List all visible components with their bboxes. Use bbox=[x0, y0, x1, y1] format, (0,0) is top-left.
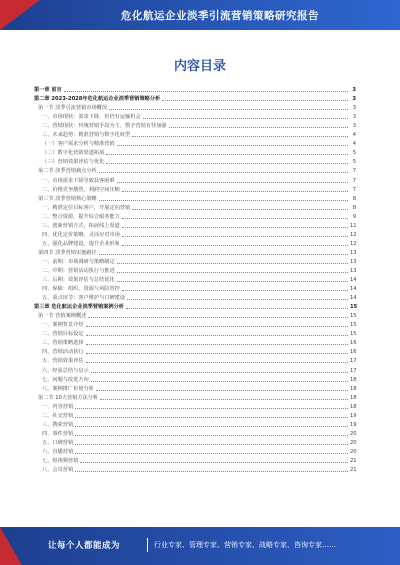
toc-entry[interactable] bbox=[34, 102, 356, 111]
toc-entry[interactable] bbox=[34, 328, 356, 337]
toc-entry[interactable] bbox=[34, 392, 356, 401]
toc-entry-page: 7 bbox=[352, 177, 356, 184]
toc-entry-page: 17 bbox=[350, 367, 357, 374]
toc-entry-label: 第一节 淡季引流营销市场概况 bbox=[38, 105, 108, 112]
toc-entry-page: 3 bbox=[352, 96, 356, 103]
toc-entry[interactable] bbox=[34, 301, 356, 310]
toc-entry-label: （三）营销效果评估与优化 bbox=[42, 159, 105, 166]
toc-entry-label: 一、案例背景介绍 bbox=[42, 322, 84, 329]
toc-leader-dots bbox=[91, 372, 348, 373]
toc-entry[interactable] bbox=[34, 383, 356, 392]
toc-leader-dots bbox=[86, 353, 348, 354]
toc-entry-label: 四、营销活动执行 bbox=[42, 349, 84, 356]
toc-entry[interactable] bbox=[34, 274, 356, 283]
toc-entry-page: 3 bbox=[352, 123, 356, 130]
toc-entry-page: 16 bbox=[350, 349, 357, 356]
toc-entry[interactable] bbox=[34, 355, 356, 364]
toc-leader-dots bbox=[109, 109, 348, 110]
toc-entry-page: 3 bbox=[352, 114, 356, 121]
toc-leader-dots bbox=[122, 245, 348, 246]
toc-entry[interactable] bbox=[34, 229, 356, 238]
toc-leader-dots bbox=[143, 118, 348, 119]
toc-entry-label: 五、营销效果评估 bbox=[42, 358, 84, 365]
toc-entry-label: 六、直播营销 bbox=[42, 448, 74, 455]
toc-leader-dots bbox=[75, 453, 348, 454]
toc-entry-label: 第三章 危化航运企业淡季营销案例分析 bbox=[34, 304, 124, 311]
toc-entry[interactable] bbox=[34, 283, 356, 292]
toc-entry[interactable] bbox=[34, 147, 356, 156]
toc-entry-page: 3 bbox=[352, 105, 356, 112]
toc-entry-label: 一、内容营销 bbox=[42, 403, 74, 410]
toc-leader-dots bbox=[132, 136, 348, 137]
toc-entry[interactable] bbox=[34, 174, 356, 183]
toc-entry[interactable] bbox=[34, 111, 356, 120]
toc-leader-dots bbox=[75, 435, 348, 436]
toc-entry-label: 六、经验总结与启示 bbox=[42, 367, 89, 374]
toc-entry[interactable] bbox=[34, 410, 356, 419]
toc-leader-dots bbox=[122, 290, 348, 291]
toc-leader-dots bbox=[117, 182, 348, 183]
toc-entry[interactable] bbox=[34, 346, 356, 355]
toc-entry[interactable] bbox=[34, 193, 356, 202]
toc-leader-dots bbox=[162, 100, 348, 101]
toc-entry-page: 21 bbox=[350, 457, 357, 464]
toc-leader-dots bbox=[122, 218, 348, 219]
toc-entry-page: 11 bbox=[350, 222, 357, 229]
header-red-corner bbox=[0, 0, 40, 30]
toc-leader-dots bbox=[117, 145, 348, 146]
toc-entry-page: 15 bbox=[350, 304, 358, 311]
toc-entry[interactable] bbox=[34, 374, 356, 383]
toc-entry-page: 18 bbox=[350, 376, 357, 383]
toc-leader-dots bbox=[117, 281, 348, 282]
toc-title: 内容目录 bbox=[173, 59, 226, 74]
toc-entry-page: 8 bbox=[352, 204, 356, 211]
toc-entry-label: 七、问题与改进方向 bbox=[42, 376, 89, 383]
toc-leader-dots bbox=[91, 381, 348, 382]
toc-entry[interactable] bbox=[34, 120, 356, 129]
toc-entry-label: 三、搜索营销 bbox=[42, 421, 74, 428]
toc-leader-dots bbox=[122, 227, 348, 228]
toc-entry[interactable] bbox=[34, 165, 356, 174]
toc-entry-page: 4 bbox=[352, 141, 356, 148]
toc-entry-page: 9 bbox=[352, 213, 356, 220]
table-of-contents bbox=[34, 84, 356, 473]
toc-entry-label: 四、事件营销 bbox=[42, 430, 74, 437]
toc-entry-page: 20 bbox=[350, 448, 357, 455]
toc-entry-page: 4 bbox=[352, 132, 356, 139]
toc-leader-dots bbox=[100, 399, 348, 400]
toc-entry-label: 第二章 2023-2028年危化航运企业淡季营销策略分析 bbox=[34, 96, 161, 103]
toc-entry-label: 二、中期：营销活动执行与推进 bbox=[42, 267, 115, 274]
toc-entry-page: 19 bbox=[350, 412, 357, 419]
toc-leader-dots bbox=[80, 462, 348, 463]
toc-entry-page: 13 bbox=[350, 249, 357, 256]
toc-entry-page: 5 bbox=[352, 150, 356, 157]
footer-slogan: 让每个人都能成为 bbox=[48, 541, 121, 551]
toc-entry-page: 14 bbox=[350, 277, 357, 284]
toc-entry[interactable] bbox=[34, 455, 356, 464]
footer-red-corner bbox=[0, 527, 22, 565]
toc-entry[interactable] bbox=[34, 202, 356, 211]
toc-leader-dots bbox=[99, 254, 348, 255]
toc-leader-dots bbox=[169, 127, 348, 128]
toc-entry-label: 八、会员营销 bbox=[42, 467, 74, 474]
toc-entry[interactable] bbox=[34, 138, 356, 147]
toc-entry-label: 三、营销策略选择 bbox=[42, 340, 84, 347]
toc-entry[interactable] bbox=[34, 256, 356, 265]
toc-entry-page: 20 bbox=[350, 430, 357, 437]
toc-leader-dots bbox=[75, 417, 348, 418]
toc-entry[interactable] bbox=[34, 310, 356, 319]
toc-entry[interactable] bbox=[34, 446, 356, 455]
toc-leader-dots bbox=[75, 426, 348, 427]
toc-entry-label: 一、市场需求下降导致获客困难 bbox=[42, 177, 115, 184]
toc-entry-label: 一、精准定位目标客户，开展定向营销 bbox=[42, 204, 131, 211]
toc-entry-label: 五、强化品牌建设，提升企业形象 bbox=[42, 240, 120, 247]
toc-entry[interactable] bbox=[34, 419, 356, 428]
toc-leader-dots bbox=[86, 326, 348, 327]
toc-entry-page: 12 bbox=[350, 240, 357, 247]
toc-leader-dots bbox=[64, 91, 348, 92]
toc-entry-page: 7 bbox=[352, 168, 356, 175]
toc-entry-label: 第一章 前言 bbox=[34, 87, 62, 94]
toc-entry-page: 14 bbox=[350, 295, 357, 302]
footer-divider bbox=[147, 538, 148, 552]
toc-entry-label: （一）客户需求分析与精准营销 bbox=[42, 141, 115, 148]
toc-entry-label: 八、案例推广价值分析 bbox=[42, 385, 94, 392]
toc-entry[interactable] bbox=[34, 337, 356, 346]
toc-entry-label: 第二节 10大营销方法分析 bbox=[38, 394, 99, 401]
toc-entry[interactable] bbox=[34, 129, 356, 138]
toc-entry-page: 3 bbox=[352, 87, 356, 94]
toc-entry-page: 12 bbox=[350, 231, 357, 238]
toc-leader-dots bbox=[117, 263, 348, 264]
toc-leader-dots bbox=[75, 471, 348, 472]
toc-entry[interactable] bbox=[34, 84, 356, 93]
toc-leader-dots bbox=[88, 317, 348, 318]
toc-entry-label: 三、未来趋势：精准营销与数字化转型 bbox=[42, 132, 131, 139]
toc-entry-label: 四、保障：组织、资源与风险管控 bbox=[42, 286, 120, 293]
toc-leader-dots bbox=[75, 444, 348, 445]
toc-entry-label: 第四节 淡季营销实施路径 bbox=[38, 249, 97, 256]
toc-entry-page: 17 bbox=[350, 358, 357, 365]
toc-entry-page: 14 bbox=[350, 286, 357, 293]
toc-entry-label: 第二节 淡季营销痛点分析 bbox=[38, 168, 97, 175]
toc-entry-page: 18 bbox=[350, 403, 357, 410]
toc-leader-dots bbox=[122, 191, 348, 192]
toc-entry-page: 16 bbox=[350, 340, 357, 347]
page-header bbox=[0, 0, 400, 32]
toc-entry[interactable] bbox=[34, 364, 356, 373]
toc-leader-dots bbox=[86, 335, 348, 336]
toc-entry[interactable] bbox=[34, 238, 356, 247]
toc-entry-page: 5 bbox=[352, 159, 356, 166]
toc-leader-dots bbox=[106, 163, 348, 164]
toc-entry-label: 三、创新营销方式，拓展线上渠道 bbox=[42, 222, 120, 229]
toc-entry[interactable] bbox=[34, 211, 356, 220]
toc-entry-page: 19 bbox=[350, 421, 357, 428]
toc-entry-label: 二、营销目标设定 bbox=[42, 331, 84, 338]
toc-entry-page: 18 bbox=[350, 385, 357, 392]
toc-entry-page: 18 bbox=[350, 394, 357, 401]
toc-entry-label: 五、口碑营销 bbox=[42, 439, 74, 446]
toc-entry-label: 一、前期：市场调研与策略制定 bbox=[42, 258, 115, 265]
report-title: 危化航运企业淡季引流营销策略研究报告 bbox=[121, 10, 319, 22]
footer-tagline: 行业专家、管理专家、营销专家、战略专家、咨询专家…… bbox=[154, 541, 336, 549]
toc-entry-label: （二）数字化营销渠道拓展 bbox=[42, 150, 105, 157]
toc-leader-dots bbox=[127, 299, 348, 300]
toc-entry-page: 15 bbox=[350, 322, 357, 329]
toc-entry-label: 第一节 营销案例概述 bbox=[38, 313, 87, 320]
toc-entry-page: 8 bbox=[352, 195, 356, 202]
toc-entry[interactable] bbox=[34, 247, 356, 256]
toc-entry-label: 二、营销现状：传统营销手段为主，数字营销有待加强 bbox=[42, 123, 167, 130]
toc-entry-label: 三、后期：效果评估与总结优化 bbox=[42, 277, 115, 284]
toc-leader-dots bbox=[132, 209, 348, 210]
toc-entry-label: 七、短视频营销 bbox=[42, 457, 79, 464]
toc-entry-label: 四、优化定价策略，灵活应对市场 bbox=[42, 231, 120, 238]
toc-entry-page: 7 bbox=[352, 186, 356, 193]
toc-entry-page: 20 bbox=[350, 439, 357, 446]
toc-entry[interactable] bbox=[34, 319, 356, 328]
toc-entry-page: 21 bbox=[350, 467, 357, 474]
toc-entry-label: 第三节 淡季营销核心策略 bbox=[38, 195, 97, 202]
toc-leader-dots bbox=[99, 172, 348, 173]
toc-entry-label: 二、整合资源，提升综合服务能力 bbox=[42, 213, 120, 220]
toc-entry[interactable] bbox=[34, 184, 356, 193]
toc-entry[interactable] bbox=[34, 401, 356, 410]
toc-leader-dots bbox=[99, 200, 348, 201]
toc-entry[interactable] bbox=[34, 437, 356, 446]
toc-leader-dots bbox=[126, 308, 348, 309]
toc-leader-dots bbox=[96, 390, 348, 391]
toc-entry[interactable] bbox=[34, 292, 356, 301]
toc-entry[interactable] bbox=[34, 464, 356, 473]
toc-entry-page: 15 bbox=[350, 313, 357, 320]
toc-entry-label: 二、社交营销 bbox=[42, 412, 74, 419]
toc-entry-label: 五、重点环节：客户维护与口碑建设 bbox=[42, 295, 126, 302]
page-footer bbox=[0, 527, 400, 565]
toc-leader-dots bbox=[122, 236, 348, 237]
toc-entry-page: 13 bbox=[350, 267, 357, 274]
toc-entry[interactable] bbox=[34, 428, 356, 437]
toc-entry[interactable] bbox=[34, 93, 356, 102]
toc-entry[interactable] bbox=[34, 156, 356, 165]
toc-leader-dots bbox=[106, 154, 348, 155]
toc-leader-dots bbox=[86, 344, 348, 345]
toc-entry[interactable] bbox=[34, 220, 356, 229]
toc-entry[interactable] bbox=[34, 265, 356, 274]
toc-entry-label: 二、价格竞争激烈，利润空间压缩 bbox=[42, 186, 120, 193]
toc-entry-page: 13 bbox=[350, 258, 357, 265]
toc-leader-dots bbox=[117, 272, 348, 273]
toc-entry-label: 一、市场现状：需求下降，但仍有运输机会 bbox=[42, 114, 141, 121]
toc-leader-dots bbox=[86, 362, 348, 363]
toc-entry-page: 15 bbox=[350, 331, 357, 338]
toc-leader-dots bbox=[75, 408, 348, 409]
